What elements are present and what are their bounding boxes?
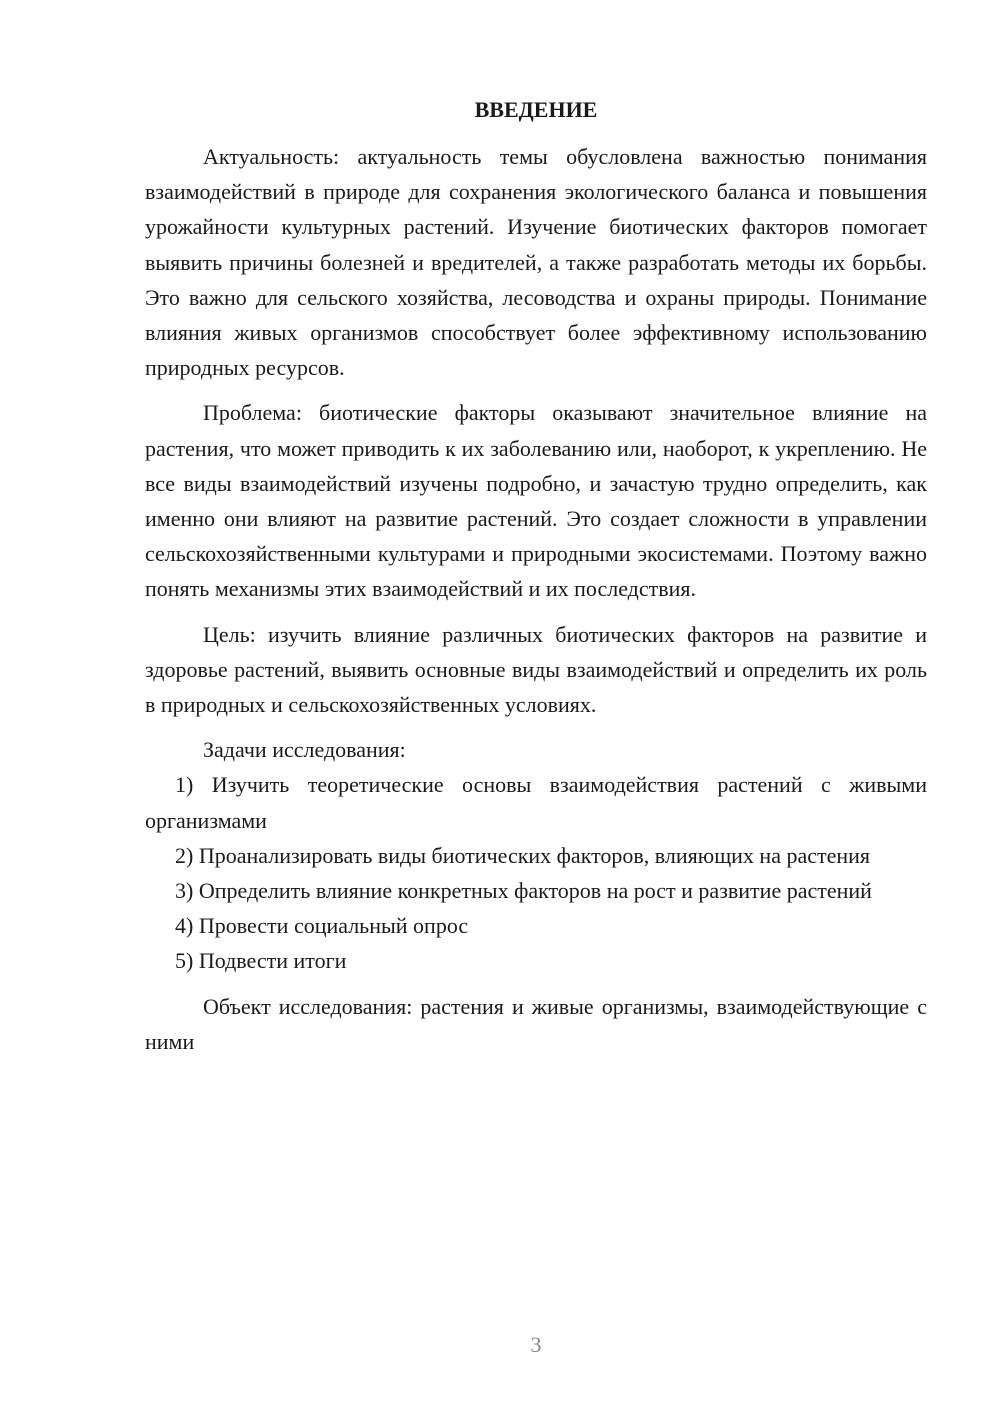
list-item: 5) Подвести итоги — [175, 948, 347, 974]
list-item: 4) Провести социальный опрос — [175, 913, 469, 939]
tasks-heading: Задачи исследования: — [203, 737, 406, 763]
page-number: 3 — [530, 1332, 542, 1357]
page-title: ВВЕДЕНИЕ — [474, 97, 598, 122]
list-item: 2) Проанализировать виды биотических факторов, влияющих на растения — [175, 842, 871, 868]
object-paragraph: Объект исследования: растения и живые организмы, взаимодействующие с ними — [145, 993, 927, 1054]
problem-paragraph: Проблема: биотические факторы оказывают значительное влияние на растения, что может приводить к их заболеванию или, наоборот, к укреплению. Не все виды взаимодействий изучены подробно, и зачастую трудно определить, как именно они влияют на развитие растений. Это создает сложности в управлении сельскохозяйственными культурами и природными экосистемами. Поэтому важно понять механизмы этих взаимодействий и их последствия. — [145, 400, 927, 602]
list-item: 3) Определить влияние конкретных факторов на рост и развитие растений — [175, 878, 872, 904]
relevance-paragraph: Актуальность: актуальность темы обусловлена важностью понимания взаимодействий в природе для сохранения экологического баланса и повышения урожайности культурных растений. Изучение биотических факторов помогает выявить причины болезней и вредителей, а также разработать методы их борьбы. Это важно для сельского хозяйства, лесоводства и охраны природы. Понимание влияния живых организмов способствует более эффективному использованию природных ресурсов. — [145, 144, 927, 381]
document-page — [145, 92, 927, 1059]
goal-paragraph: Цель: изучить влияние различных биотических факторов на развитие и здоровье растений, выявить основные виды взаимодействий и определить их роль в природных и сельскохозяйственных условиях. — [145, 621, 927, 718]
list-item: 1) Изучить теоретические основы взаимодействия растений с живыми организмами — [145, 772, 927, 833]
